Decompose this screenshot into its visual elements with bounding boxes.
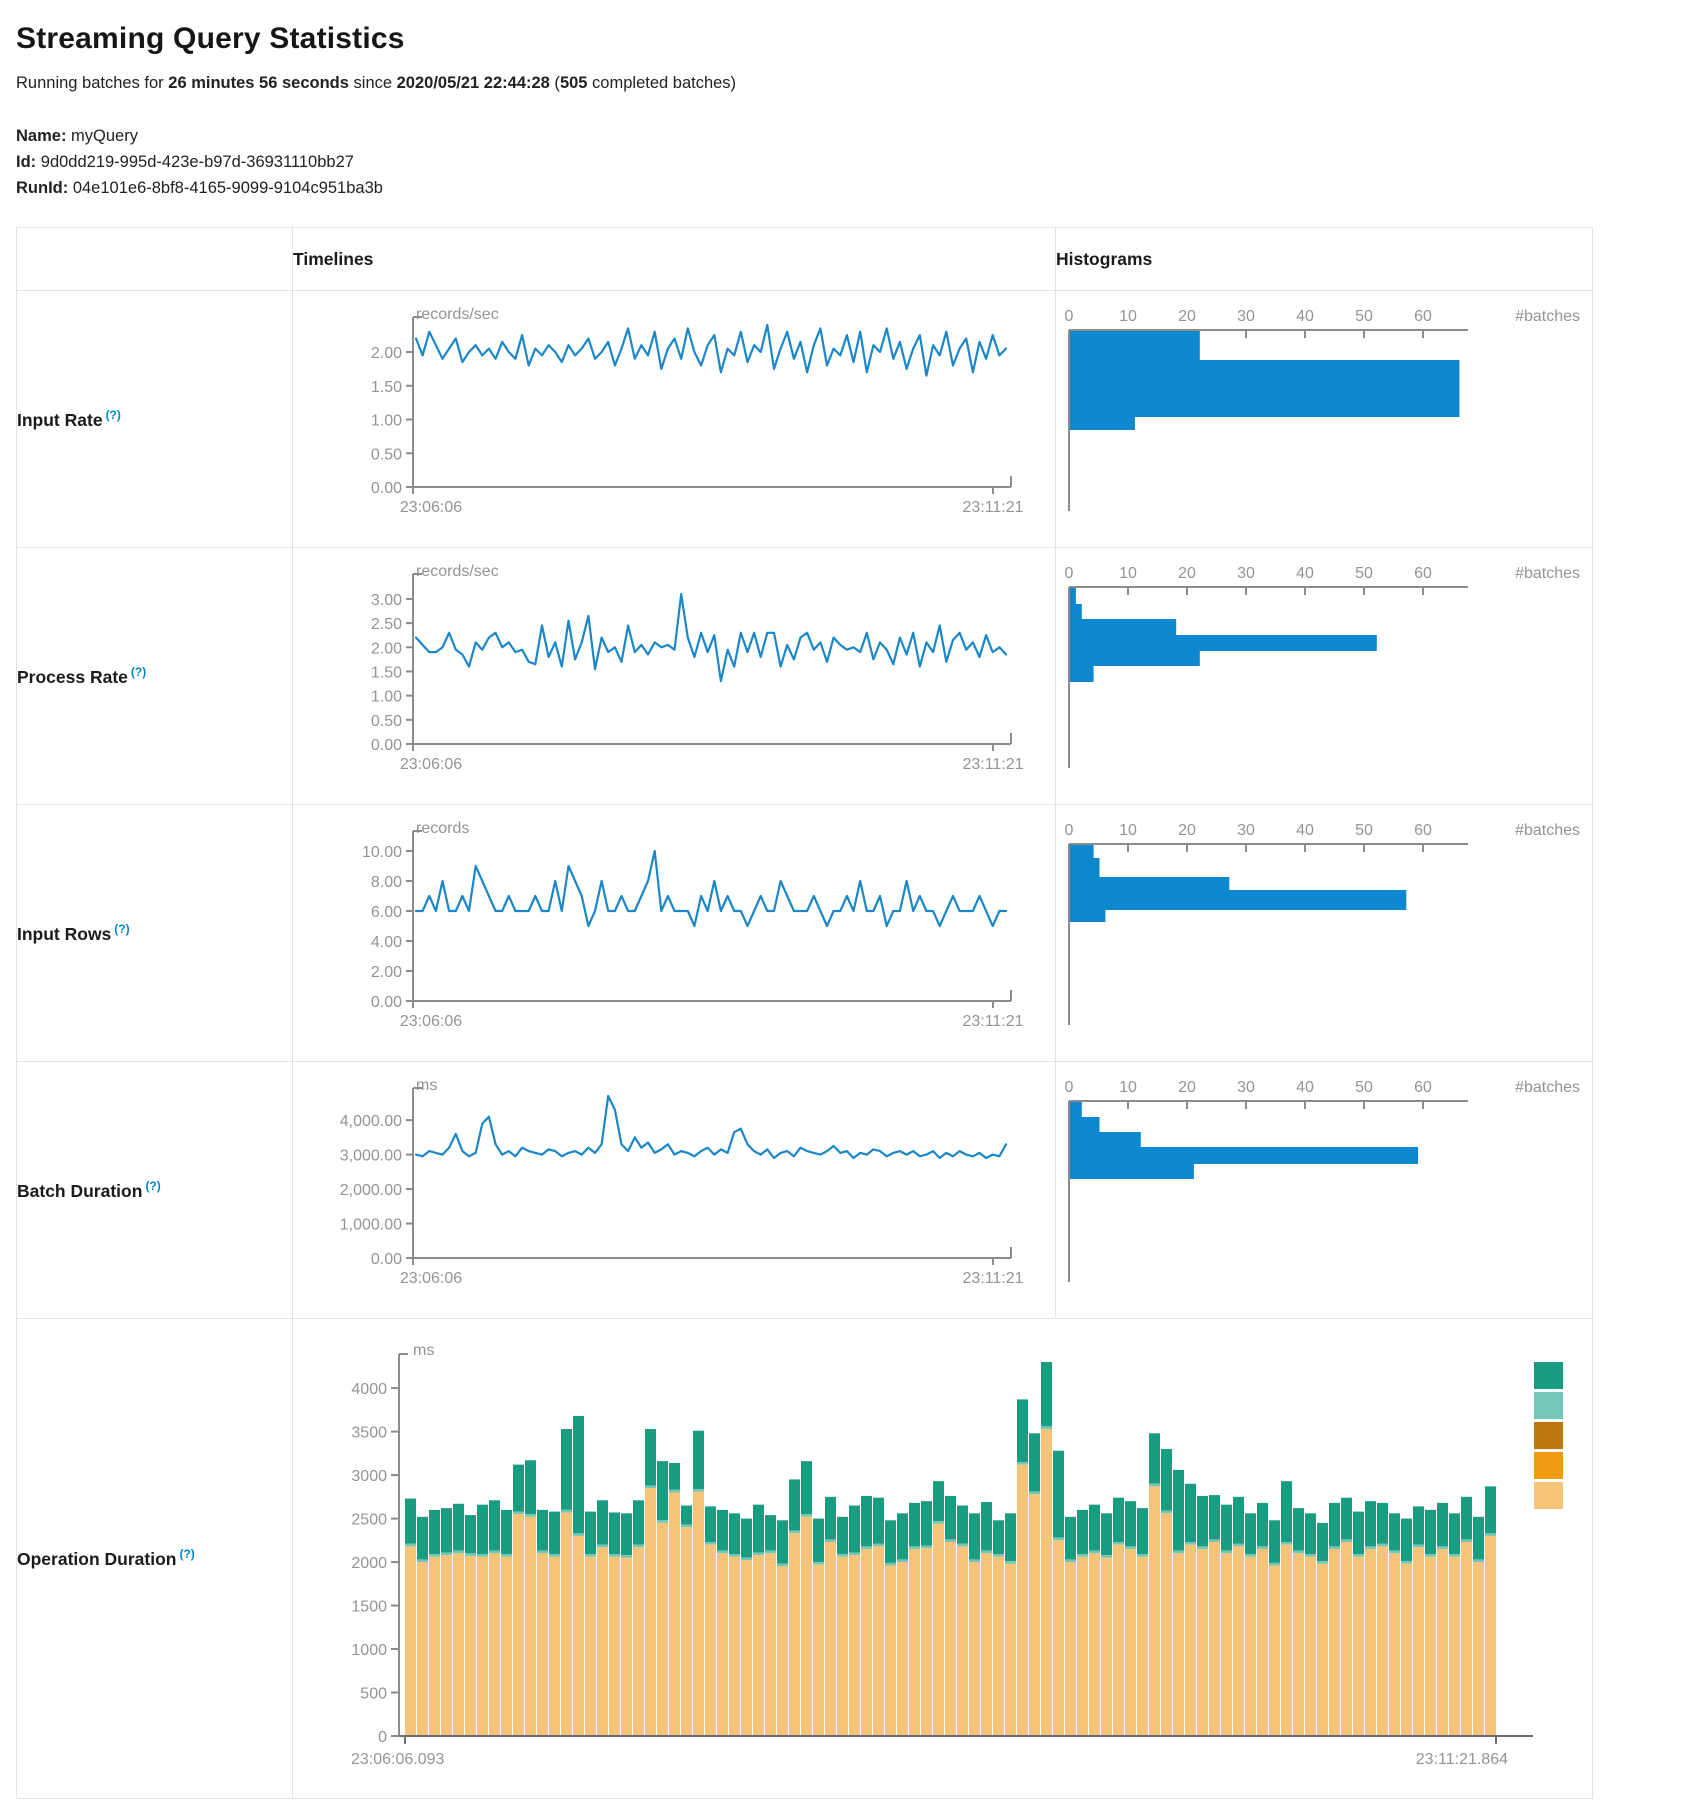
svg-text:23:06:06.093: 23:06:06.093: [351, 1751, 445, 1768]
svg-text:23:06:06: 23:06:06: [399, 1270, 463, 1287]
svg-text:20: 20: [1178, 308, 1196, 325]
operation-duration-label-cell: Operation Duration (?): [17, 1319, 293, 1799]
svg-text:2.50: 2.50: [370, 616, 402, 634]
svg-text:4,000.00: 4,000.00: [339, 1113, 402, 1131]
svg-text:8.00: 8.00: [370, 874, 402, 891]
batch-duration-row: [17, 1062, 1593, 1319]
svg-text:30: 30: [1237, 1079, 1255, 1096]
svg-text:3000: 3000: [351, 1468, 387, 1486]
svg-text:0.50: 0.50: [370, 712, 402, 730]
svg-text:0.00: 0.00: [370, 737, 402, 754]
svg-text:2.00: 2.00: [370, 964, 402, 981]
svg-text:#batches: #batches: [1515, 1079, 1580, 1096]
svg-text:0.00: 0.00: [370, 994, 402, 1011]
svg-text:10: 10: [1119, 308, 1137, 325]
input-rows-help-icon[interactable]: (?): [114, 921, 130, 936]
svg-text:0: 0: [1064, 565, 1074, 582]
svg-text:50: 50: [1355, 565, 1373, 582]
input-rate-help-icon[interactable]: (?): [105, 407, 121, 422]
operation-duration-help-icon[interactable]: (?): [179, 1547, 195, 1562]
svg-text:2.00: 2.00: [370, 345, 402, 362]
svg-text:#batches: #batches: [1515, 822, 1580, 839]
svg-text:60: 60: [1414, 822, 1432, 839]
process-rate-help-icon[interactable]: (?): [130, 664, 147, 679]
svg-text:#batches: #batches: [1515, 308, 1580, 325]
svg-text:2500: 2500: [351, 1511, 387, 1529]
svg-text:#batches: #batches: [1515, 565, 1580, 582]
svg-text:records: records: [416, 820, 470, 837]
svg-text:4000: 4000: [351, 1381, 387, 1399]
operation-duration-row: [17, 1319, 1593, 1799]
svg-text:0: 0: [1064, 822, 1074, 839]
input-rows-label-cell: Input Rows (?): [17, 805, 293, 1062]
svg-text:1.00: 1.00: [370, 412, 402, 430]
svg-text:10: 10: [1119, 1079, 1137, 1096]
input-rows-histogram-chart: [1056, 805, 1592, 1061]
svg-text:30: 30: [1237, 308, 1255, 325]
svg-text:1.00: 1.00: [370, 688, 402, 706]
svg-text:1000: 1000: [351, 1642, 387, 1660]
svg-text:3.00: 3.00: [370, 591, 402, 609]
svg-text:20: 20: [1178, 1079, 1196, 1096]
query-id-value: 9d0dd219-995d-423e-b97d-36931110bb27: [40, 153, 354, 171]
batch-duration-histogram-chart: [1056, 1062, 1592, 1318]
svg-text:60: 60: [1414, 565, 1432, 582]
query-runid-value: 04e101e6-8bf8-4165-9099-9104c951ba3b: [72, 179, 383, 197]
svg-text:0.00: 0.00: [370, 480, 402, 497]
running-batches-summary: Running batches for 26 minutes 56 seconds since 2020/05/21 22:44:28 (505 completed batches): [16, 74, 737, 92]
svg-text:4.00: 4.00: [370, 934, 402, 951]
svg-text:10.00: 10.00: [361, 844, 402, 861]
svg-text:0: 0: [1064, 1079, 1074, 1096]
svg-text:23:06:06: 23:06:06: [399, 499, 463, 516]
svg-text:1.50: 1.50: [370, 664, 402, 682]
input-rate-histogram-chart: [1056, 291, 1592, 547]
query-name-value: myQuery: [71, 127, 138, 145]
svg-text:1500: 1500: [351, 1598, 387, 1616]
svg-text:3500: 3500: [351, 1424, 387, 1442]
input-rate-timeline-chart: [293, 291, 1055, 547]
batch-duration-label-cell: Batch Duration (?): [17, 1062, 293, 1319]
input-rate-row: [17, 291, 1593, 548]
svg-text:40: 40: [1296, 308, 1314, 325]
input-rows-row: [17, 805, 1593, 1062]
operation-duration-stacked-chart: [293, 1319, 1592, 1798]
svg-text:23:11:21: 23:11:21: [962, 499, 1024, 516]
svg-text:23:11:21.864: 23:11:21.864: [1415, 1751, 1508, 1768]
svg-text:50: 50: [1355, 1079, 1373, 1096]
svg-text:ms: ms: [413, 1342, 435, 1359]
svg-text:ms: ms: [416, 1077, 438, 1094]
svg-text:23:06:06: 23:06:06: [399, 756, 463, 773]
svg-text:50: 50: [1355, 822, 1373, 839]
page-header: [0, 0, 1693, 201]
svg-text:records/sec: records/sec: [416, 306, 499, 323]
query-name-line: Name: myQuery: [16, 127, 138, 145]
svg-text:30: 30: [1237, 565, 1255, 582]
batch-duration-timeline-chart: [293, 1062, 1055, 1318]
query-id-line: Id: 9d0dd219-995d-423e-b97d-36931110bb27: [16, 153, 354, 171]
process-rate-label-cell: Process Rate (?): [17, 548, 293, 805]
svg-text:23:06:06: 23:06:06: [399, 1013, 463, 1030]
svg-text:2000: 2000: [351, 1555, 387, 1573]
svg-text:23:11:21: 23:11:21: [962, 756, 1024, 773]
table-header-row: [17, 228, 1593, 291]
svg-text:10: 10: [1119, 565, 1137, 582]
input-rows-timeline-chart: [293, 805, 1055, 1061]
svg-text:40: 40: [1296, 822, 1314, 839]
query-runid-line: RunId: 04e101e6-8bf8-4165-9099-9104c951ba3b: [16, 179, 383, 197]
page-title: Streaming Query Statistics: [16, 22, 405, 55]
svg-text:50: 50: [1355, 308, 1373, 325]
svg-text:6.00: 6.00: [370, 904, 402, 921]
start-time: 2020/05/21 22:44:28: [396, 74, 550, 92]
histograms-header: Histograms: [1056, 228, 1593, 291]
input-rate-label-cell: Input Rate (?): [17, 291, 293, 548]
process-rate-timeline-chart: [293, 548, 1055, 804]
process-rate-histogram-chart: [1056, 548, 1592, 804]
query-info: [16, 123, 1693, 201]
statistics-table: [16, 227, 1593, 1799]
svg-text:records/sec: records/sec: [416, 563, 499, 580]
empty-header-cell: [17, 228, 293, 291]
svg-text:2.00: 2.00: [370, 640, 402, 658]
svg-text:60: 60: [1414, 1079, 1432, 1096]
process-rate-row: [17, 548, 1593, 805]
svg-text:23:11:21: 23:11:21: [962, 1013, 1024, 1030]
svg-text:2,000.00: 2,000.00: [339, 1182, 402, 1200]
svg-text:1,000.00: 1,000.00: [339, 1216, 402, 1234]
svg-text:40: 40: [1296, 565, 1314, 582]
svg-text:10: 10: [1119, 822, 1137, 839]
completed-batches-count: 505: [559, 74, 588, 92]
timelines-header: Timelines: [293, 228, 1056, 291]
svg-text:0.50: 0.50: [370, 446, 402, 464]
running-duration: 26 minutes 56 seconds: [168, 74, 349, 92]
svg-text:20: 20: [1178, 565, 1196, 582]
svg-text:30: 30: [1237, 822, 1255, 839]
batch-duration-help-icon[interactable]: (?): [145, 1178, 161, 1193]
svg-text:20: 20: [1178, 822, 1196, 839]
svg-text:0.00: 0.00: [370, 1251, 402, 1268]
svg-text:40: 40: [1296, 1079, 1314, 1096]
svg-text:1.50: 1.50: [370, 378, 402, 396]
svg-text:3,000.00: 3,000.00: [339, 1147, 402, 1165]
svg-text:500: 500: [360, 1685, 387, 1703]
svg-text:23:11:21: 23:11:21: [962, 1270, 1024, 1287]
svg-text:0: 0: [378, 1729, 387, 1746]
svg-text:0: 0: [1064, 308, 1074, 325]
svg-text:60: 60: [1414, 308, 1432, 325]
